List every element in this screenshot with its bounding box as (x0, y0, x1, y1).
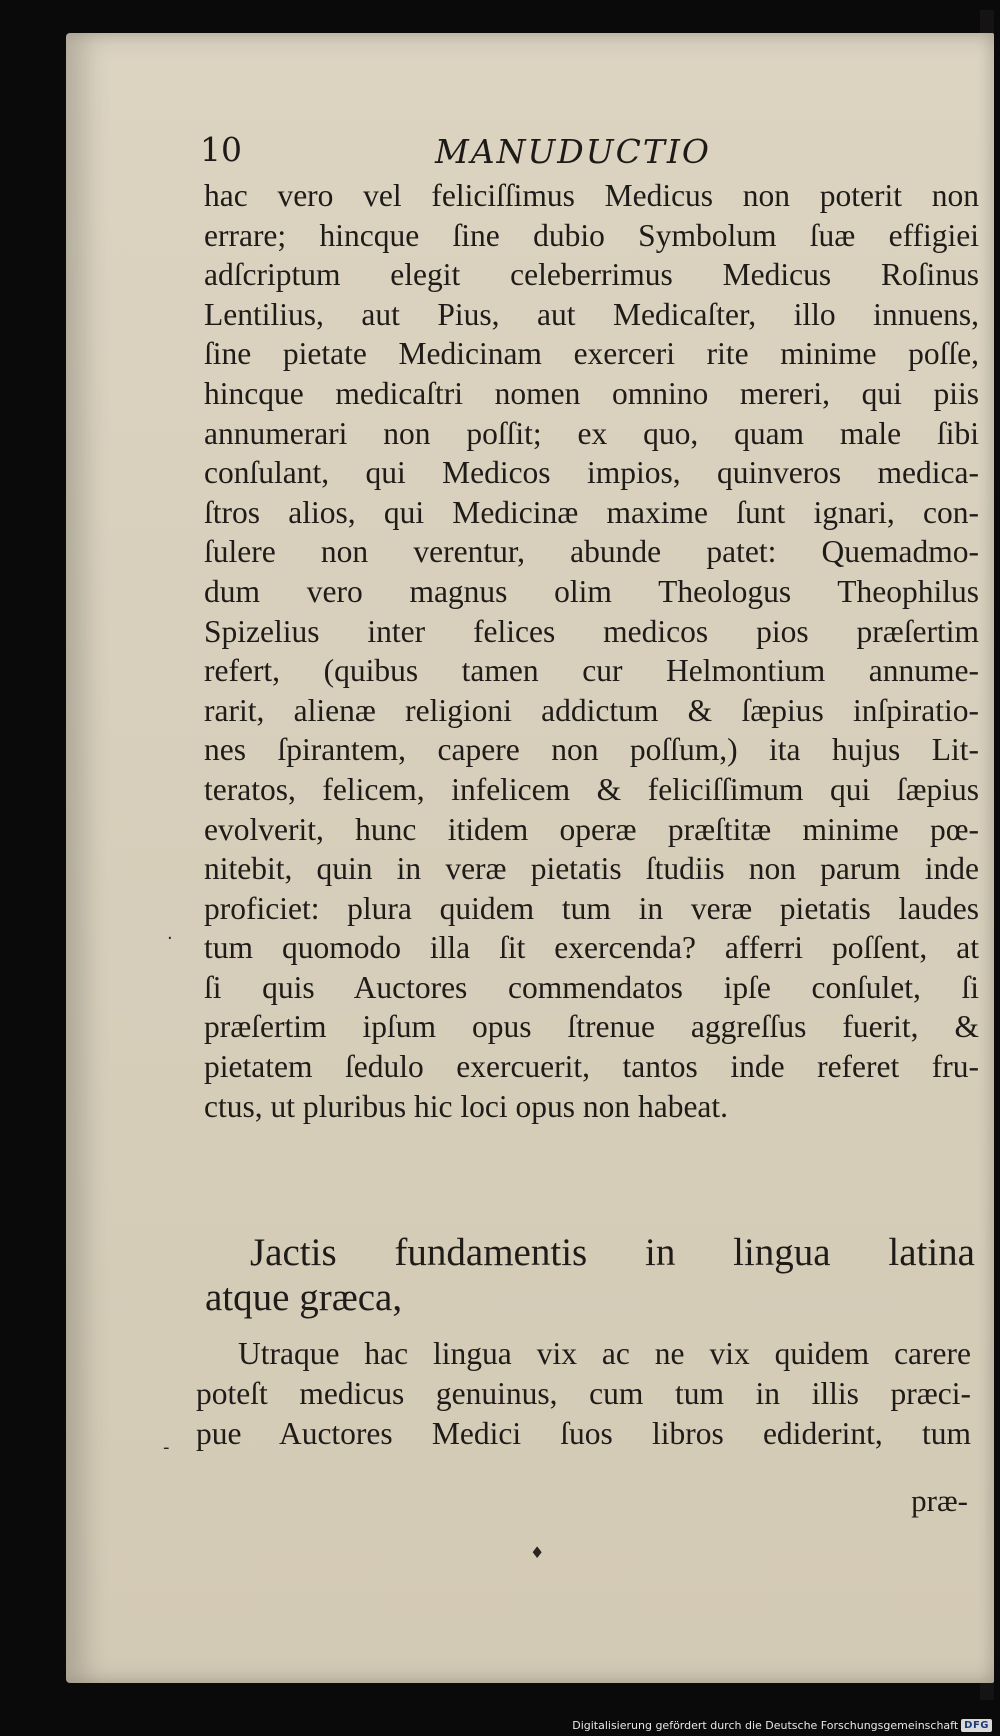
text-line: nes ſpirantem, capere non poſſum,) ita hujus Lit- (204, 732, 979, 768)
running-head: MANUDUCTIO (435, 132, 711, 171)
text-line: hac vero vel feliciſſimus Medicus non poterit non (204, 178, 979, 213)
paragraph-2 (196, 1334, 971, 1454)
footer-credit: Digitalisierung gefördert durch die Deutsche Forschungsgemeinschaft (572, 1719, 959, 1732)
text-line: errare; hincque ſine dubio Symbolum ſuæ effigiei (204, 217, 979, 253)
text-line: præſertim ipſum opus ſtrenue aggreſſus fuerit, & (204, 1009, 979, 1045)
text-line: adſcriptum elegit celeberrimus Medicus Roſinus (204, 257, 979, 293)
text-line: annumerari non poſſit; ex quo, quam male ſibi (204, 415, 979, 451)
text-line: hincque medicaſtri nomen omnino mereri, qui piis (204, 375, 979, 411)
text-line: tum quomodo illa ſit exercenda? afferri poſſent, at (204, 930, 979, 966)
text-line: Lentilius, aut Pius, aut Medicaſter, illo innuens, (204, 296, 979, 332)
text-line: Spizelius inter felices medicos pios præſertim (204, 613, 979, 649)
paragraph-1 (204, 176, 979, 1126)
heading-line: Jactis fundamentis in lingua latina (250, 1231, 975, 1274)
heading-line: atque græca, (205, 1276, 403, 1319)
section-heading (205, 1230, 975, 1320)
text-line: teratos, felicem, infelicem & feliciſſimum qui ſæpius (204, 771, 979, 807)
catchword: præ- (911, 1483, 968, 1518)
digitization-footer (572, 1719, 992, 1732)
text-line: pietatem ſedulo exercuerit, tantos inde referet fru- (204, 1049, 979, 1085)
text-line: rarit, alienæ religioni addictum & ſæpius inſpiratio- (204, 692, 979, 728)
text-line: nitebit, quin in veræ pietatis ſtudiis non parum inde (204, 851, 979, 887)
text-line: evolverit, hunc itidem operæ præſtitæ minime pœ- (204, 811, 979, 847)
page-header (200, 130, 970, 180)
text-line: proficiet: plura quidem tum in veræ pietatis laudes (204, 890, 979, 926)
margin-mark: - (163, 1437, 170, 1458)
text-line: ſulere non verentur, abunde patet: Quemadmo- (204, 534, 979, 570)
margin-mark: · (167, 928, 173, 949)
text-line: pue Auctores Medici ſuos libros ediderint, tum (196, 1416, 971, 1451)
dfg-logo: DFG (961, 1719, 992, 1732)
text-line: conſulant, qui Medicos impios, quinveros medica- (204, 455, 979, 491)
text-line: ctus, ut pluribus hic loci opus non habeat. (204, 1088, 729, 1124)
text-line: ſine pietate Medicinam exerceri rite minime poſſe, (204, 336, 979, 372)
text-line: ſtros alios, qui Medicinæ maxime ſunt ignari, con- (204, 494, 979, 530)
text-line: dum vero magnus olim Theologus Theophilus (204, 573, 979, 609)
text-line: Utraque hac lingua vix ac ne vix quidem carere (238, 1336, 971, 1371)
printer-mark: ♦ (530, 1543, 545, 1562)
page-number: 10 (200, 130, 242, 169)
text-line: ſi quis Auctores commendatos ipſe conſulet, ſi (204, 969, 979, 1005)
text-line: refert, (quibus tamen cur Helmontium annume- (204, 653, 979, 689)
text-line: poteſt medicus genuinus, cum tum in illis præci- (196, 1376, 971, 1411)
